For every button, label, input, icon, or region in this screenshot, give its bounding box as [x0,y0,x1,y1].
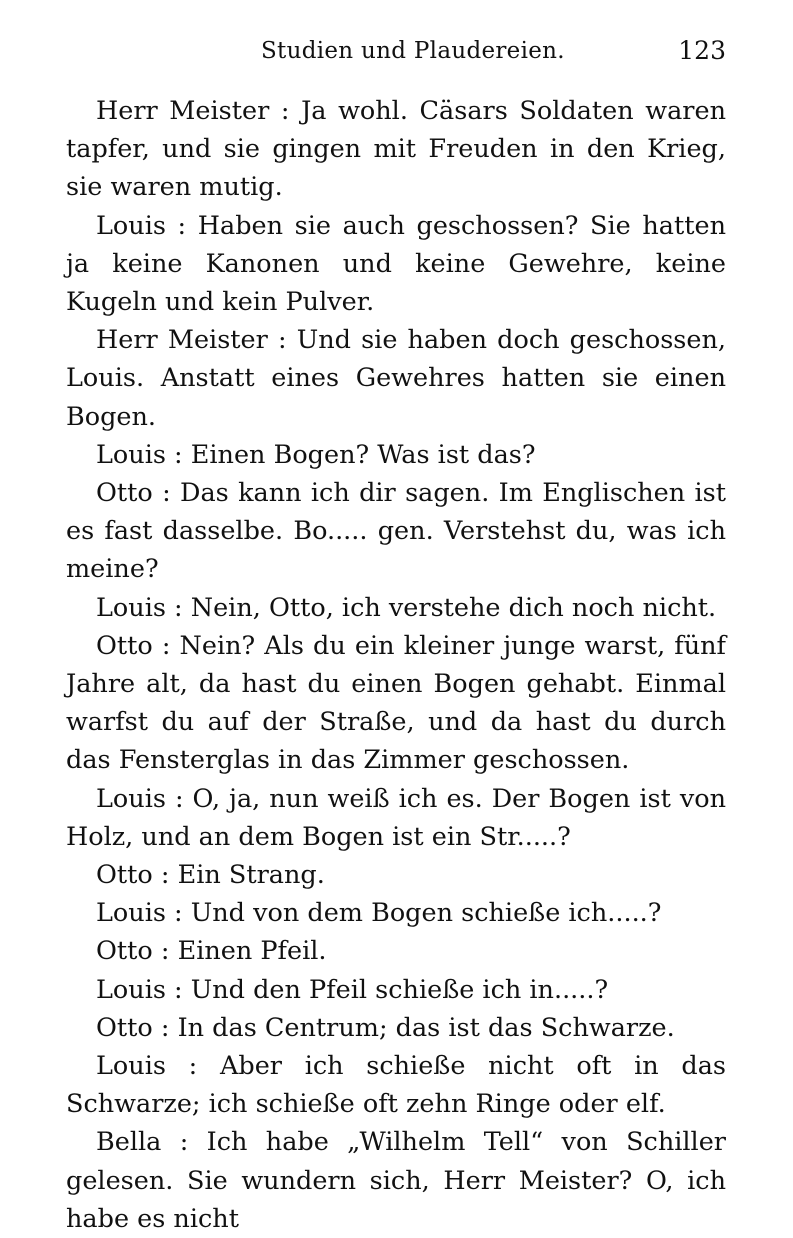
paragraph: Louis : Haben sie auch geschossen? Sie hatten ja keine Kanonen und keine Gewehre, keine Kugeln und kein Pulver. [66,210,726,318]
paragraph-text: O, ja, nun weiß ich es. Der Bogen ist von Holz, und an dem Bogen ist ein Str.....? [66,783,726,852]
paragraph-text: Nein? Als du ein kleiner junge warst, fünf Jahre alt, da hast du einen Bogen gehabt. Einmal warfst du auf der Straße, und da hast du durch das Fensterglas in das Zimmer geschossen. [66,630,726,776]
paragraph: Otto : Einen Pfeil. [96,936,327,967]
paragraph: Bella : Ich habe „Wilhelm Tell“ von Schiller gelesen. Sie wundern sich, Herr Meister? O, ich habe es nicht [66,1127,726,1234]
speaker-name: Otto [96,630,153,661]
page-header [66,34,726,74]
paragraph: Louis : Nein, Otto, ich verstehe dich noch nicht. [96,592,717,623]
paragraph: Louis : Einen Bogen? Was ist das? [96,439,536,470]
speaker-name: Bella [96,1127,162,1158]
speaker-name: Louis [96,592,166,623]
paragraph: Otto : Das kann ich dir sagen. Im Englischen ist es fast dasselbe. Bo..... gen. Verstehst du, was ich meine? [66,478,726,585]
paragraph-text: Einen Pfeil. [177,936,327,967]
paragraph: Louis : Und den Pfeil schieße ich in.....? [96,974,609,1005]
speaker-name: Louis [96,210,166,241]
paragraph-text: Aber ich schieße nicht oft in das Schwarze; ich schieße oft zehn Ringe oder elf. [66,1051,727,1120]
paragraph-text: Ja wohl. Cäsars Soldaten waren tapfer, und sie gingen mit Freuden in den Krieg, sie waren mutig. [66,96,726,203]
speaker-name: Louis [96,439,166,470]
speaker-name: Louis [96,783,166,814]
dialogue-text [66,92,726,1238]
paragraph-text: Ein Strang. [177,860,325,891]
paragraph: Louis : O, ja, nun weiß ich es. Der Bogen ist von Holz, und an dem Bogen ist ein Str.....? [66,783,726,852]
paragraph: Herr Meister : Ja wohl. Cäsars Soldaten waren tapfer, und sie gingen mit Freuden in den Krieg, sie waren mutig. [66,96,726,203]
paragraph-text: In das Centrum; das ist das Schwarze. [177,1012,675,1043]
paragraph-text: Ich habe „Wilhelm Tell“ von Schiller gelesen. Sie wundern sich, Herr Meister? O, ich habe es nicht [66,1127,726,1234]
paragraph: Otto : In das Centrum; das ist das Schwarze. [96,1012,675,1043]
speaker-name: Otto [96,478,153,509]
paragraph-text: Das kann ich dir sagen. Im Englischen ist es fast dasselbe. Bo..... gen. Verstehst du, was ich meine? [66,478,726,585]
paragraph-text: Haben sie auch geschossen? Sie hatten ja keine Kanonen und keine Gewehre, keine Kugeln und kein Pulver. [66,210,726,318]
paragraph-text: Und den Pfeil schieße ich in.....? [190,974,609,1005]
speaker-name: Otto [96,860,153,891]
page-number: 123 [678,36,726,65]
speaker-name: Louis [96,898,166,929]
running-head: Studien und Plaudereien. [261,38,565,64]
paragraph-text: Und sie haben doch geschossen, Louis. Anstatt eines Gewehres hatten sie einen Bogen. [66,325,727,432]
paragraph-text: Nein, Otto, ich verstehe dich noch nicht. [190,592,717,623]
speaker-name: Otto [96,936,153,967]
paragraph: Otto : Nein? Als du ein kleiner junge warst, fünf Jahre alt, da hast du einen Bogen gehabt. Einmal warfst du auf der Straße, und da hast du durch das Fensterglas in das Zimmer geschossen. [66,630,726,776]
paragraph: Louis : Und von dem Bogen schieße ich.....? [96,898,662,929]
speaker-name: Louis [96,1051,166,1082]
paragraph: Otto : Ein Strang. [96,860,325,891]
paragraph: Herr Meister : Und sie haben doch geschossen, Louis. Anstatt eines Gewehres hatten sie einen Bogen. [66,325,727,432]
speaker-name: Herr Meister [96,325,268,356]
paragraph-text: Und von dem Bogen schieße ich.....? [190,898,662,929]
paragraph: Louis : Aber ich schieße nicht oft in das Schwarze; ich schieße oft zehn Ringe oder elf. [66,1051,727,1120]
speaker-name: Otto [96,1012,153,1043]
speaker-name: Louis [96,974,166,1005]
paragraph-text: Einen Bogen? Was ist das? [190,439,536,470]
speaker-name: Herr Meister [96,96,270,126]
